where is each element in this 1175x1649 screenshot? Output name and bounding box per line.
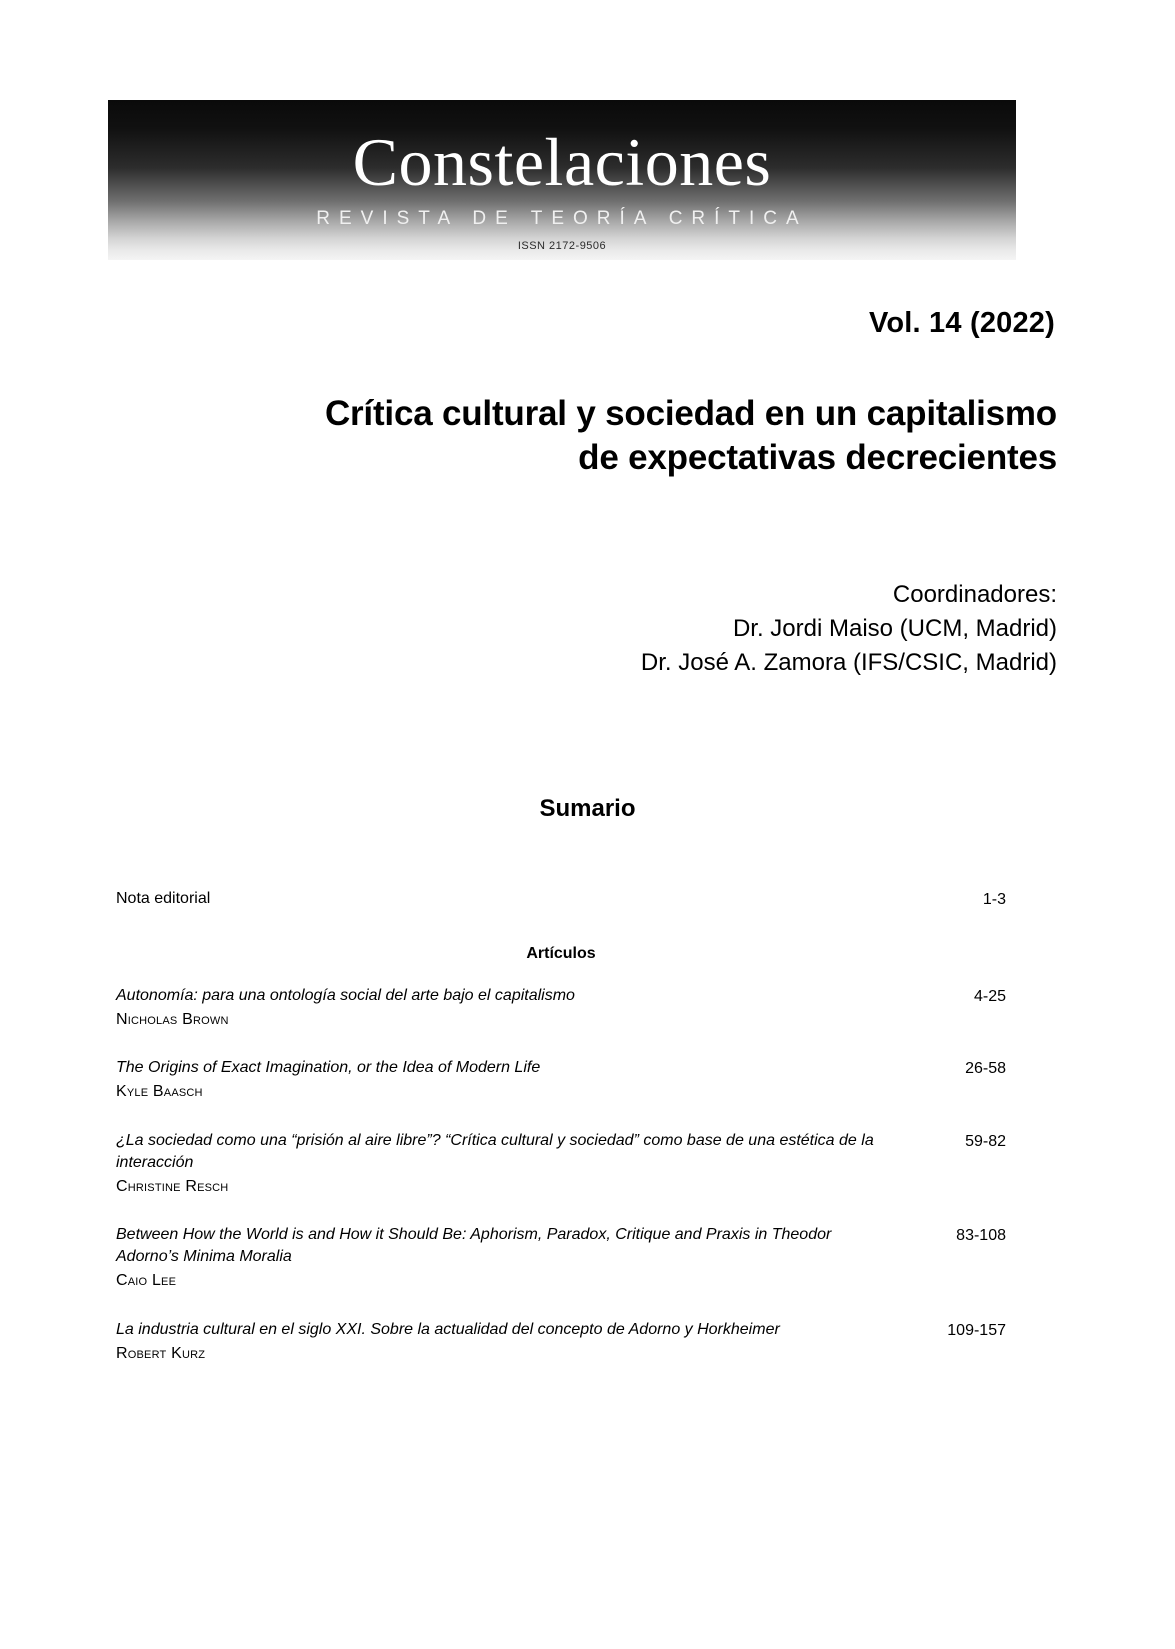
journal-title: Constelaciones	[352, 124, 772, 200]
toc-entry-article	[116, 1130, 1006, 1199]
toc-entry-title: ¿La sociedad como una “prisión al aire libre”? “Crítica cultural y sociedad” como base de una estética de la interacción	[116, 1131, 874, 1171]
toc-entry-author: Caio Lee	[116, 1272, 177, 1290]
issue-title-line-2: de expectativas decrecientes	[578, 437, 1057, 477]
toc-entry-author: Robert Kurz	[116, 1344, 206, 1362]
toc-entry-pages: 59-82	[965, 1132, 1006, 1150]
toc-entry-article	[116, 1057, 1006, 1103]
coordinators-block	[118, 578, 1057, 680]
journal-issn: ISSN 2172-9506	[517, 240, 607, 252]
journal-masthead	[108, 100, 1016, 260]
toc-entry-author: Nicholas Brown	[116, 1010, 229, 1028]
coordinators-label: Coordinadores:	[892, 581, 1057, 608]
toc-entry-article	[116, 985, 1006, 1031]
toc-entry-title: Nota editorial	[116, 890, 211, 907]
toc-entry-pages: 83-108	[956, 1227, 1006, 1245]
toc-entry-pages: 4-25	[973, 987, 1006, 1005]
toc-entry-title: The Origins of Exact Imagination, or the Idea of Modern Life	[116, 1059, 541, 1077]
toc-entry-title: Between How the World is and How it Should Be: Aphorism, Paradox, Critique and Praxis in Theodor Adorno’s Minima Moralia	[116, 1226, 832, 1266]
toc-entry-pages: 26-58	[965, 1060, 1006, 1078]
table-of-contents	[116, 888, 1006, 1391]
toc-heading: Sumario	[539, 795, 636, 822]
volume-label: Vol. 14 (2022)	[868, 307, 1055, 339]
issue-title-line-1: Crítica cultural y sociedad en un capitalismo	[324, 394, 1057, 433]
toc-entry-editorial	[116, 888, 1006, 911]
toc-entry-title: Autonomía: para una ontología social del arte bajo el capitalismo	[116, 986, 575, 1004]
toc-entry-article	[116, 1319, 1006, 1365]
coordinator-2: Dr. José A. Zamora (IFS/CSIC, Madrid)	[640, 649, 1057, 677]
toc-entry-author: Christine Resch	[116, 1177, 229, 1195]
coordinator-1: Dr. Jordi Maiso (UCM, Madrid)	[732, 615, 1057, 643]
journal-subtitle: REVISTA DE TEORÍA CRÍTICA	[316, 208, 808, 229]
toc-entry-title: La industria cultural en el siglo XXI. Sobre la actualidad del concepto de Adorno y Horkheimer	[116, 1320, 780, 1338]
toc-entry-article	[116, 1224, 1006, 1293]
toc-section-heading: Artículos	[526, 944, 596, 962]
toc-entry-pages: 1-3	[982, 891, 1006, 908]
toc-entry-author: Kyle Baasch	[116, 1083, 203, 1101]
issue-title	[118, 392, 1057, 480]
toc-entry-pages: 109-157	[947, 1321, 1006, 1339]
